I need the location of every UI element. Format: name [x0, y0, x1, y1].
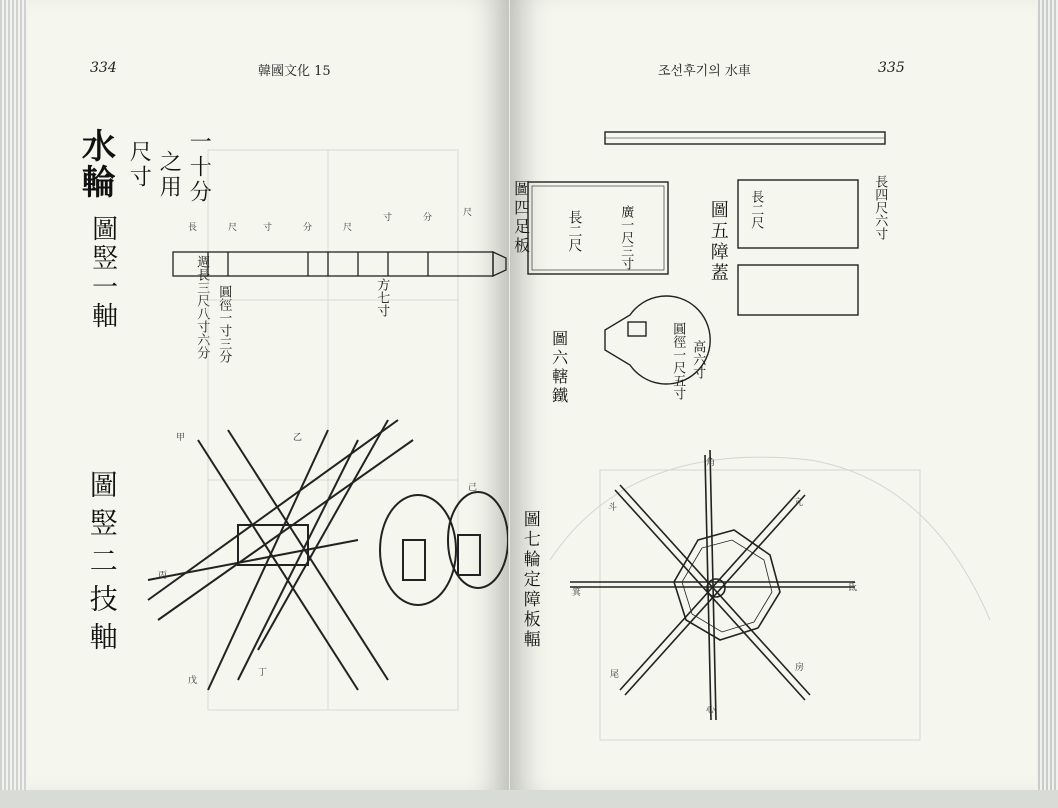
left-diagrams: [28, 0, 508, 790]
svg-text:寸: 寸: [263, 223, 273, 233]
left-title-measure-2: 一十分: [186, 130, 212, 205]
figure-label-rect: 圖四足板: [511, 180, 531, 256]
svg-text:角: 角: [706, 458, 716, 468]
figure-label-star: 圖七輪定障板輻: [519, 510, 540, 650]
left-title-measure: 尺寸: [126, 140, 152, 190]
long-shaft-drawing: [605, 132, 885, 144]
axle-end-dimension: 方七寸: [374, 278, 390, 317]
right-page: [510, 0, 1036, 790]
svg-text:甲: 甲: [176, 433, 186, 443]
svg-text:房: 房: [795, 663, 805, 673]
figure-label-wheel: 圖竪二技軸: [85, 470, 119, 660]
svg-text:長: 長: [188, 223, 198, 233]
page-edges-left: [0, 0, 30, 808]
svg-text:丙: 丙: [158, 571, 168, 581]
svg-text:氐: 氐: [848, 583, 858, 593]
svg-text:心: 心: [706, 705, 716, 715]
svg-text:尾: 尾: [610, 670, 620, 680]
left-title-sub: 之用: [156, 150, 182, 200]
disc-dimension-2: 高六寸: [690, 340, 706, 379]
lid-panel-drawing: [738, 180, 858, 315]
lid-dimension: 長二尺: [748, 190, 764, 229]
figure-label-disc: 圖六轄鐵: [549, 330, 569, 406]
svg-text:乙: 乙: [293, 433, 303, 443]
svg-text:寸: 寸: [383, 213, 393, 223]
figure-label-axle: 圖竪一軸: [87, 215, 118, 331]
right-page-number: 335: [878, 60, 905, 76]
right-running-title: 조선후기의 水車: [658, 64, 751, 79]
left-running-title: 韓國文化 15: [258, 64, 331, 79]
right-diagrams: [510, 0, 1036, 790]
svg-text:分: 分: [423, 213, 433, 223]
rect-dimension-2: 廣一尺三寸: [618, 205, 634, 270]
rect-panel-drawing: [528, 182, 668, 274]
disc-dimension-1: 圓徑一尺五寸: [670, 322, 686, 400]
svg-text:尺: 尺: [228, 223, 238, 233]
svg-text:戊: 戊: [188, 676, 198, 686]
left-title-main: 水輪: [75, 128, 116, 200]
page-edges-right: [1036, 0, 1058, 808]
left-page-number: 334: [90, 60, 117, 76]
svg-text:己: 己: [468, 483, 478, 493]
svg-text:丁: 丁: [258, 668, 268, 678]
scan-bottom-band: [0, 790, 1058, 808]
rect-dimension-1: 長二尺: [566, 210, 583, 252]
axle-dimension-1: 週長三尺八寸六分: [194, 255, 210, 359]
svg-text:分: 分: [303, 223, 313, 233]
svg-text:斗: 斗: [608, 503, 618, 513]
figure-label-lid: 圖五障蓋: [707, 200, 729, 284]
axle-drawing: [173, 252, 506, 276]
svg-text:亢: 亢: [794, 498, 804, 508]
svg-text:尺: 尺: [463, 208, 473, 218]
left-page: [28, 0, 509, 790]
svg-text:尺: 尺: [343, 223, 353, 233]
disc-drawing: [605, 296, 710, 384]
shaft-dimension: 長四尺六寸: [872, 175, 888, 240]
svg-text:箕: 箕: [572, 588, 582, 598]
axle-dimension-2: 圓徑一寸三分: [216, 285, 232, 363]
